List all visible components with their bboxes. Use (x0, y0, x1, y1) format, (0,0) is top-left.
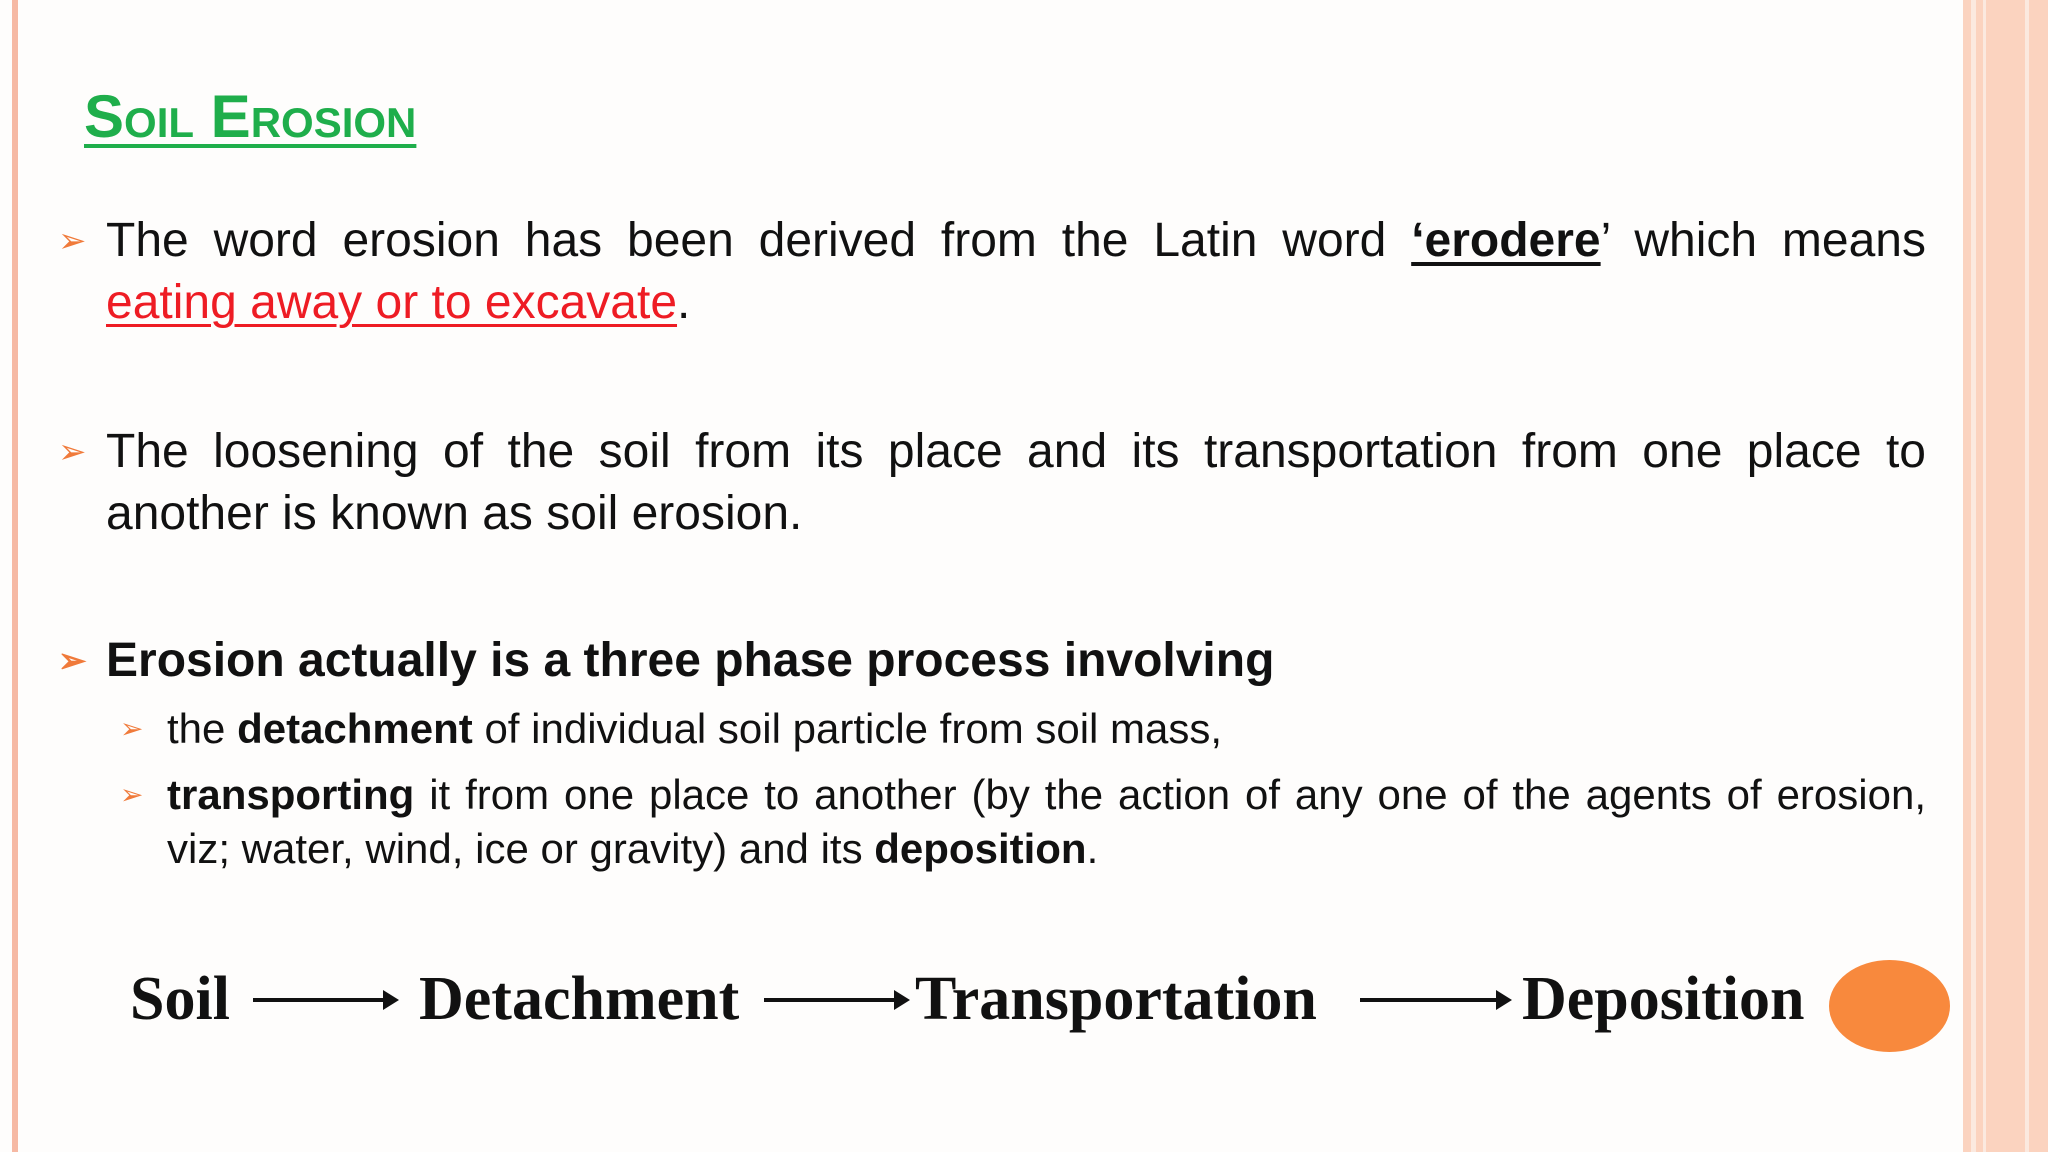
latin-term: ‘erodere (1411, 214, 1601, 267)
term-meaning: eating away or to excavate (106, 276, 678, 329)
arrowhead-bullet-icon: ➢ (120, 779, 144, 810)
subbullet-text (167, 768, 1926, 876)
keyword-detachment: detachment (237, 705, 473, 752)
subbullet-text-part: it from one place to another (by the action of any one of the agents of erosion, viz; water, wind, ice or gravity) and its (167, 771, 1926, 872)
bullet-text-end: . (677, 276, 691, 329)
flow-step-soil: Soil (130, 965, 230, 1033)
bullet-text (106, 210, 1926, 334)
arrowhead-bullet-icon: ➢ (58, 433, 87, 471)
keyword-deposition: deposition (874, 825, 1087, 872)
subbullet-text-part: the (167, 705, 238, 752)
arrowhead-bullet-icon: ➢ (58, 642, 87, 680)
subbullet-text (167, 702, 1926, 756)
slide-title: Soil Erosion (84, 83, 417, 150)
right-panel-line (2025, 0, 2029, 1152)
right-decorative-panel (1963, 0, 2048, 1152)
subbullet-text-part: of individual soil particle from soil mass, (472, 705, 1223, 752)
right-panel-line (1971, 0, 1976, 1152)
keyword-transporting: transporting (167, 771, 415, 818)
right-panel-line (1983, 0, 1986, 1152)
flow-step-detachment: Detachment (419, 965, 740, 1033)
bullet-text: The loosening of the soil from its place and its transportation from one place to another is known as soil erosion. (106, 425, 1926, 540)
flow-step-deposition: Deposition (1522, 965, 1805, 1033)
flow-arrow-icon (253, 998, 395, 1002)
left-border-stripe (12, 0, 18, 1152)
flow-step-transportation: Transportation (915, 965, 1317, 1033)
bullet-text: Erosion actually is a three phase process involving (106, 634, 1275, 687)
subbullet-text-end: . (1086, 825, 1099, 872)
arrowhead-bullet-icon: ➢ (120, 713, 144, 744)
arrowhead-bullet-icon: ➢ (58, 222, 87, 260)
flow-arrow-icon (764, 998, 906, 1002)
flow-arrow-icon (1360, 998, 1508, 1002)
bullet-text-part: ’ which means (1600, 214, 1926, 267)
bullet-text-part: The word erosion has been derived from the Latin word (106, 214, 1412, 267)
orange-circle-decoration (1829, 960, 1950, 1052)
